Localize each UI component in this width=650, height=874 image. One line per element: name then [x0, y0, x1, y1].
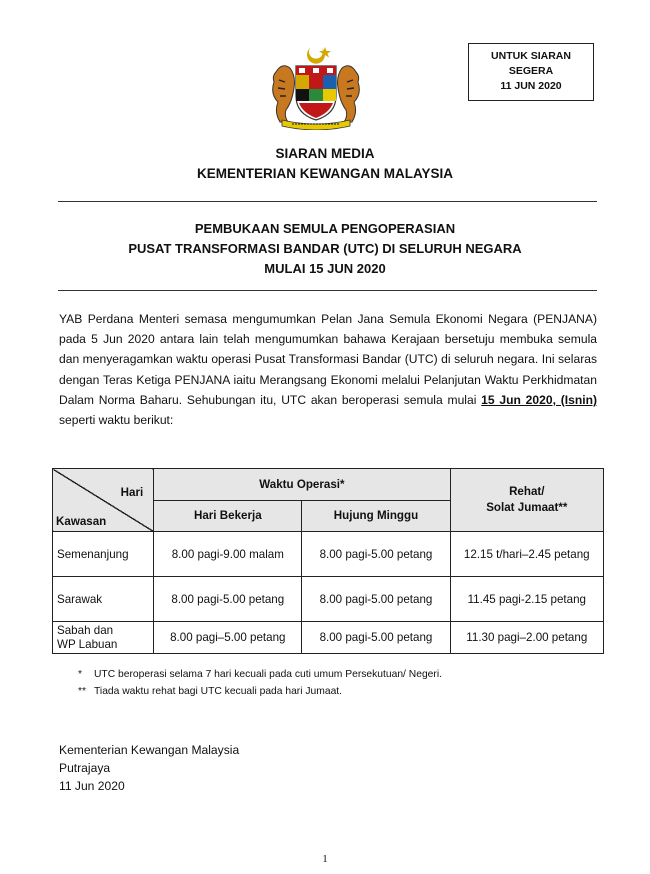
corner-day-label: Hari: [120, 486, 144, 499]
footnote: [78, 667, 442, 684]
signature-place: Putrajaya: [59, 761, 111, 775]
divider-top: [58, 201, 597, 202]
weekend-cell: 8.00 pagi-5.00 petang: [302, 622, 450, 654]
footnote-text: UTC beroperasi selama 7 hari kecuali pada cuti umum Persekutuan/ Negeri.: [94, 669, 442, 680]
subject-line-2: PUSAT TRANSFORMASI BANDAR (UTC) DI SELURUH NEGARA: [128, 241, 522, 256]
footnote-text: Tiada waktu rehat bagi UTC kecuali pada hari Jumaat.: [94, 685, 343, 697]
ministry-heading: KEMENTERIAN KEWANGAN MALAYSIA: [196, 166, 453, 181]
weekend-header: Hujung Minggu: [302, 500, 450, 532]
coat-of-arms-logo: [270, 44, 362, 130]
body-text-after: seperti waktu berikut:: [59, 413, 174, 428]
break-header: Rehat/ Solat Jumaat**: [450, 469, 603, 532]
break-cell: 12.15 t/hari–2.45 petang: [450, 532, 603, 577]
weekend-cell: 8.00 pagi-5.00 petang: [302, 532, 450, 577]
footnote-marker: **: [78, 685, 87, 697]
weekend-cell: 8.00 pagi-5.00 petang: [302, 577, 450, 622]
break-cell: 11.30 pagi–2.00 petang: [450, 622, 603, 654]
table-corner-header: [53, 469, 154, 532]
subject-line-3: MULAI 15 JUN 2020: [264, 261, 386, 276]
operating-hours-header: Waktu Operasi*: [154, 469, 450, 501]
break-cell: 11.45 pagi-2.15 petang: [450, 577, 603, 622]
release-notice-box: [468, 43, 594, 101]
media-heading: SIARAN MEDIA: [275, 146, 375, 161]
weekday-header: Hari Bekerja: [154, 500, 302, 532]
divider-bottom: [58, 290, 597, 291]
region-cell: Semenanjung: [53, 532, 154, 577]
weekday-cell: 8.00 pagi-9.00 malam: [154, 532, 302, 577]
weekday-cell: 8.00 pagi–5.00 petang: [154, 622, 302, 654]
body-paragraph: [59, 309, 597, 430]
region-cell: Sarawak: [53, 577, 154, 622]
subject-title: [0, 219, 650, 279]
table-row: [53, 622, 604, 654]
footnote: [78, 684, 442, 701]
body-text-before: YAB Perdana Menteri semasa mengumumkan Pelan Jana Semula Ekonomi Negara (PENJANA) pada 5 Jun 2020 antara lain telah mengumumkan bahawa Kerajaan bersetuju membuka semula dan menyeragamkan waktu operasi Pusat Transformasi Bandar (UTC) di seluruh negara. Ini selaras dengan Teras Ketiga PENJANA iaitu Merangsang Ekonomi melalui Pelanjutan Waktu Perkhidmatan Dalam Norma Baharu. Sehubungan itu, UTC akan beroperasi semula mulai: [59, 312, 597, 407]
footnote-marker: *: [78, 669, 83, 680]
table-row: [53, 532, 604, 577]
region-cell: Sabah dan WP Labuan: [53, 622, 154, 654]
signature-ministry: Kementerian Kewangan Malaysia: [59, 743, 240, 757]
release-line-2: SEGERA: [508, 65, 554, 77]
signature-date: 11 Jun 2020: [59, 779, 125, 793]
page-number: 1: [322, 853, 328, 865]
release-line-3: 11 JUN 2020: [500, 80, 562, 92]
body-highlight-date: 15 Jun 2020, (Isnin): [481, 392, 597, 407]
table-footnotes: [78, 667, 442, 700]
weekday-cell: 8.00 pagi-5.00 petang: [154, 577, 302, 622]
table-row: [53, 577, 604, 622]
operating-hours-table: [52, 468, 604, 654]
corner-region-label: Kawasan: [56, 515, 107, 528]
release-line-1: UNTUK SIARAN: [491, 50, 571, 62]
subject-line-1: PEMBUKAAN SEMULA PENGOPERASIAN: [194, 221, 456, 236]
signature-block: [59, 741, 239, 795]
